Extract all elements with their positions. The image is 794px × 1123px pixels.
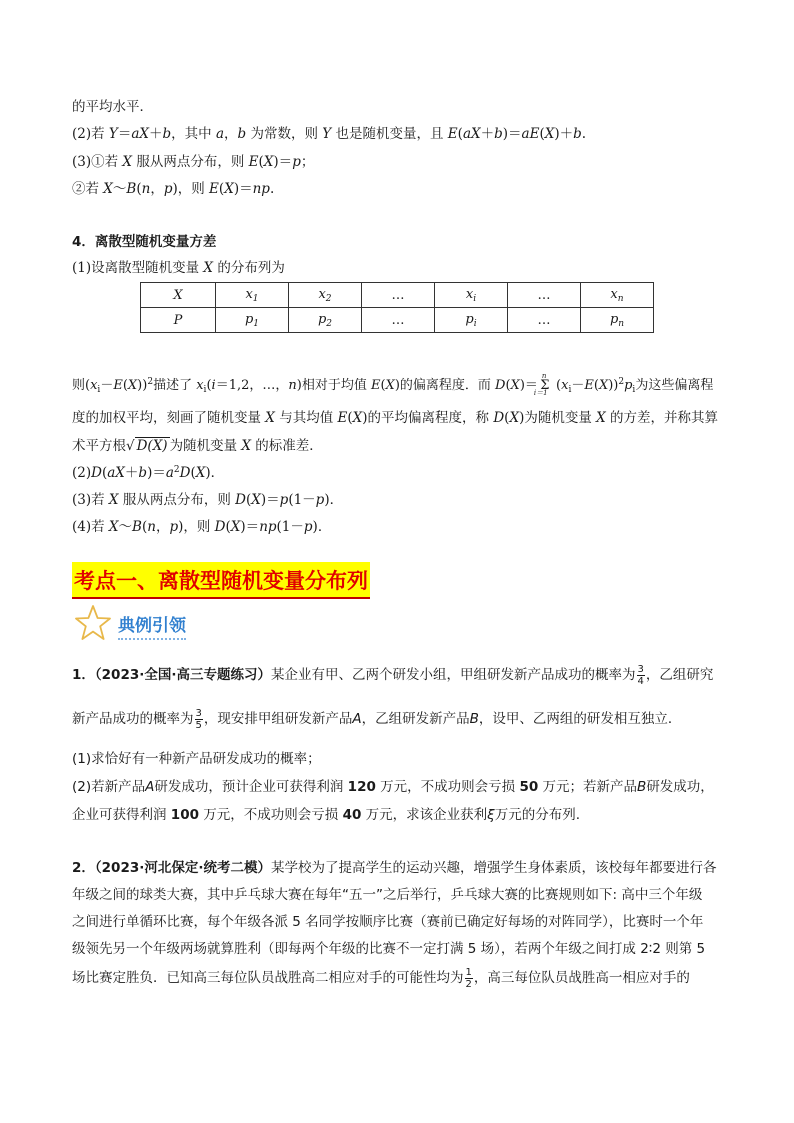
table-cell: X (141, 283, 216, 308)
section-title: 考点一、离散型随机变量分布列 (72, 562, 370, 599)
text-line: ②若 X～B(n，p)，则 E(X)＝np. (72, 181, 275, 197)
table-row (141, 283, 654, 308)
text-line: 度的加权平均，刻画了随机变量 X 与其均值 E(X)的平均偏离程度，称 D(X)为随机变量 X 的方差，并称其算 (72, 410, 719, 426)
table-cell: … (362, 283, 435, 308)
example-label: 典例引领 (118, 611, 186, 640)
text-line: (3)①若 X 服从两点分布，则 E(X)＝p； (72, 154, 315, 170)
text-line: (2)若新产品A研发成功，预计企业可获得利润 120 万元，不成功则会亏损 50 万元；若新产品B研发成功， (72, 779, 714, 795)
text-line: (4)若 X～B(n，p)，则 D(X)＝np(1－p)． (72, 519, 332, 535)
text-line: 的平均水平． (72, 99, 153, 115)
text-line: 场比赛定胜负．已知高三每位队员战胜高二相应对手的可能性均为 $\frac{1}{2}$ ，高三每位队员战胜高一相应对手的 (72, 966, 690, 990)
table-cell: P (141, 308, 216, 333)
text-line: 年级之间的球类大赛，其中乒乓球大赛在每年“五一”之后举行，乒乓球大赛的比赛规则如下: 高中三个年级 (72, 887, 703, 903)
table-row (141, 308, 654, 333)
table-cell: $p_i$ (435, 308, 508, 333)
question-1: 1．（2023·全国·高三专题练习）某企业有甲、乙两个研发小组，甲组研发新产品成功的概率为 $\frac{3}{4}$ ，乙组研究 (72, 663, 714, 687)
text-line: (2)若 Y＝aX＋b，其中 a，b 为常数，则 Y 也是随机变量，且 E(aX＋b)＝aE(X)＋b. (72, 126, 587, 142)
star-outline-icon (74, 604, 112, 642)
text-line: (1)求恰好有一种新产品研发成功的概率； (72, 751, 321, 767)
table-cell: $p_1$ (216, 308, 289, 333)
table-cell: $p_2$ (289, 308, 362, 333)
fraction: $\frac{3}{4}$ (637, 663, 644, 687)
text-line: 之间进行单循环比赛，每个年级各派 5 名同学按顺序比赛（赛前已确定好每场的对阵同学），比赛时一个年 (72, 914, 704, 930)
sqrt-expression: √ D(X) (126, 438, 168, 454)
fraction: $\frac{1}{2}$ (465, 966, 472, 990)
sum-symbol: Σ n i＝1 (533, 372, 550, 397)
table-cell: … (508, 283, 581, 308)
text-line: (1)设离散型随机变量 X 的分布列为 (72, 260, 285, 276)
table-cell: $p_n$ (581, 308, 654, 333)
text-line: (3)若 X 服从两点分布，则 D(X)＝p(1－p)． (72, 492, 344, 508)
section-heading: 4．离散型随机变量方差 (72, 234, 217, 250)
text-line: $(2)D(aX+b)=a^2D(X)$． (72, 465, 225, 481)
table-cell: $x_n$ (581, 283, 654, 308)
table-cell: … (508, 308, 581, 333)
distribution-table (140, 282, 654, 333)
table-cell: … (362, 308, 435, 333)
text-line: 则$(x_i-E(X))^2$描述了 $x_i(i=1,2$，…，n)相对于均值 E(X)的偏离程度．而 D(X)＝ Σ n i＝1 $(x_i-E(X))^2p_i$为这些偏离程 (72, 372, 714, 397)
text-line: 企业可获得利润 100 万元，不成功则会亏损 40 万元，求该企业获利ξ万元的分布列. (72, 807, 580, 823)
text-line: 级领先另一个年级两场就算胜利（即每两个年级的比赛不一定打满 5 场），若两个年级之间打成 2∶2 则第 5 (72, 941, 706, 957)
fraction: $\frac{3}{5}$ (195, 707, 202, 731)
table-cell: $x_1$ (216, 283, 289, 308)
table-cell: $x_2$ (289, 283, 362, 308)
text-line: 新产品成功的概率为 $\frac{3}{5}$ ，现安排甲组研发新产品A，乙组研发新产品B，设甲、乙两组的研发相互独立． (72, 707, 682, 731)
question-2: 2．（2023·河北保定·统考二模）某学校为了提高学生的运动兴趣，增强学生身体素质，该校每年都要进行各 (72, 860, 717, 876)
text-line: 术平方根√ D(X) 为随机变量 X 的标准差． (72, 438, 323, 454)
table-cell: $x_i$ (435, 283, 508, 308)
